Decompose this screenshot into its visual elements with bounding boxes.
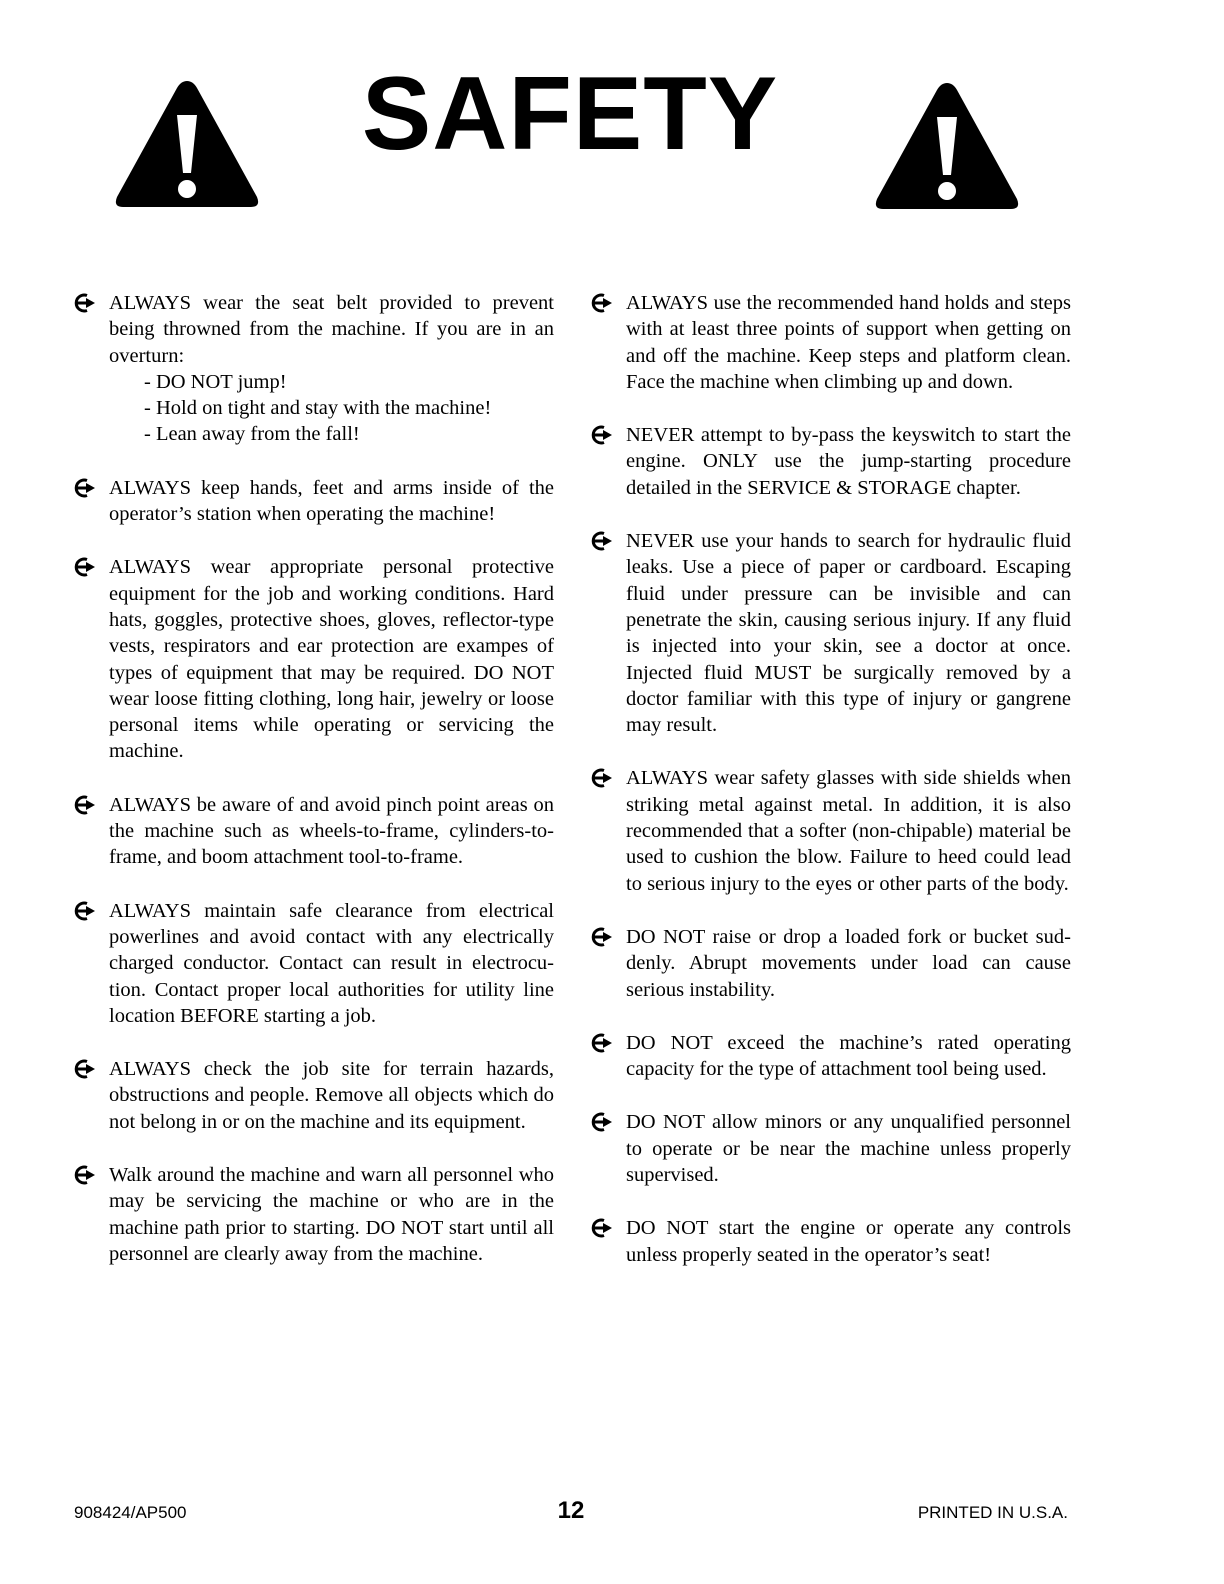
safety-item-text: DO NOT raise or drop a loaded fork or bucket suddenly. Abrupt movements under load can cause serious instability. [626,925,1071,1001]
safety-item [591,528,1071,738]
arrow-bullet-icon [74,795,96,815]
safety-item [591,765,1071,896]
right-column [591,290,1071,1295]
safety-item [591,1215,1071,1268]
page-header [0,0,1224,240]
page-number: 12 [557,1497,585,1524]
printed-notice: PRINTED IN U.S.A. [917,1503,1068,1522]
arrow-bullet-icon [74,557,96,577]
safety-item [74,290,554,448]
arrow-bullet-icon [591,1218,613,1238]
document-number: 908424/AP500 [74,1503,187,1522]
safety-item [74,475,554,528]
warning-triangle-icon [871,75,1023,215]
arrow-bullet-icon [591,531,613,551]
page-title: SAFETY [361,56,779,172]
arrow-bullet-icon [591,1033,613,1053]
safety-item [74,898,554,1029]
safety-item-text: ALWAYS wear the seat belt provided to prevent being throwned from the machine. If you are in an overturn: [109,292,554,367]
safety-item-text: ALWAYS be aware of and avoid pinch point areas on the machine such as wheels-to-frame, cylinders-to-frame, and boom attachment tool-to-frame. [109,793,554,869]
left-column [74,290,554,1294]
safety-item [591,422,1071,501]
page-footer [74,1497,1068,1527]
arrow-bullet-icon [591,768,613,788]
safety-item [74,1162,554,1267]
safety-item-text: DO NOT exceed the machine’s rated operating capacity for the type of attachment tool being used. [626,1031,1071,1081]
safety-item-text: ALWAYS use the recommended hand holds and steps with at least three points of support when getting on and off the machine. Keep steps and platform clean. Face the machine when climbing up and down. [626,292,1071,393]
safety-item-text: ALWAYS wear safety glasses with side shields when striking metal against metal. In addition, it is also recommended that a softer (non-chipable) material be used to cushion the blow. Failure to heed could lead to serious injury to the eyes or other parts of the body. [626,767,1071,895]
safety-item-text: ALWAYS maintain safe clearance from electrical powerlines and avoid contact with any electrically charged conductor. Contact can result in electrocution. Contact proper local authorities for utility line location BEFORE starting a job. [109,899,554,1027]
arrow-bullet-icon [591,425,613,445]
safety-item [591,924,1071,1003]
arrow-bullet-icon [74,901,96,921]
safety-item-text: DO NOT start the engine or operate any controls unless properly seated in the operator’s seat! [626,1217,1071,1266]
arrow-bullet-icon [591,1112,613,1132]
safety-item [591,1030,1071,1083]
arrow-bullet-icon [74,1059,96,1079]
safety-item-text: DO NOT allow minors or any unqualified personnel to operate or be near the machine unless properly supervised. [626,1111,1071,1187]
safety-item [74,1056,554,1135]
overturn-sublist [109,369,554,448]
safety-item-text: ALWAYS wear appropriate personal protective equipment for the job and working conditions. Hard hats, goggles, protective shoes, gloves, reflector-type vests, respirators and ear protection are exampes of types of equipment that may be required. DO NOT wear loose fitting clothing, long hair, jewelry or loose personal items while operating or servicing the machine. [109,556,554,763]
safety-item-text: Walk around the machine and warn all personnel who may be servicing the machine or who are in the machine path prior to starting. DO NOT start until all personnel are clearly away from the machine. [109,1164,554,1265]
safety-item [74,554,554,764]
arrow-bullet-icon [74,1165,96,1185]
arrow-bullet-icon [74,293,96,313]
arrow-bullet-icon [591,293,613,313]
arrow-bullet-icon [591,927,613,947]
arrow-bullet-icon [74,478,96,498]
safety-item [591,290,1071,395]
sublist-item: - Lean away from the fall! [144,423,360,446]
safety-item [74,792,554,871]
safety-item-text: NEVER attempt to by-pass the keyswitch to start the engine. ONLY use the jump-starting procedure detailed in the SERVICE & STORAGE chapter. [626,424,1071,499]
safety-item-text: NEVER use your hands to search for hydraulic fluid leaks. Use a piece of paper or cardboard. Escaping fluid under pressure can be invisible and can penetrate the skin, causing serious injury. If any fluid is injected into your skin, see a doctor at once. Injected fluid MUST be surgically removed by a doctor familiar with this type of injury or gangrene may result. [626,530,1071,737]
safety-item-text: ALWAYS keep hands, feet and arms inside of the operator’s station when operating the machine! [109,476,554,526]
sublist-item: - DO NOT jump! [144,370,287,393]
safety-item-text: ALWAYS check the job site for terrain hazards, obstructions and people. Remove all objects which do not belong in or on the machine and its equipment. [109,1058,554,1133]
sublist-item: - Hold on tight and stay with the machine! [144,397,492,420]
safety-item [591,1109,1071,1188]
